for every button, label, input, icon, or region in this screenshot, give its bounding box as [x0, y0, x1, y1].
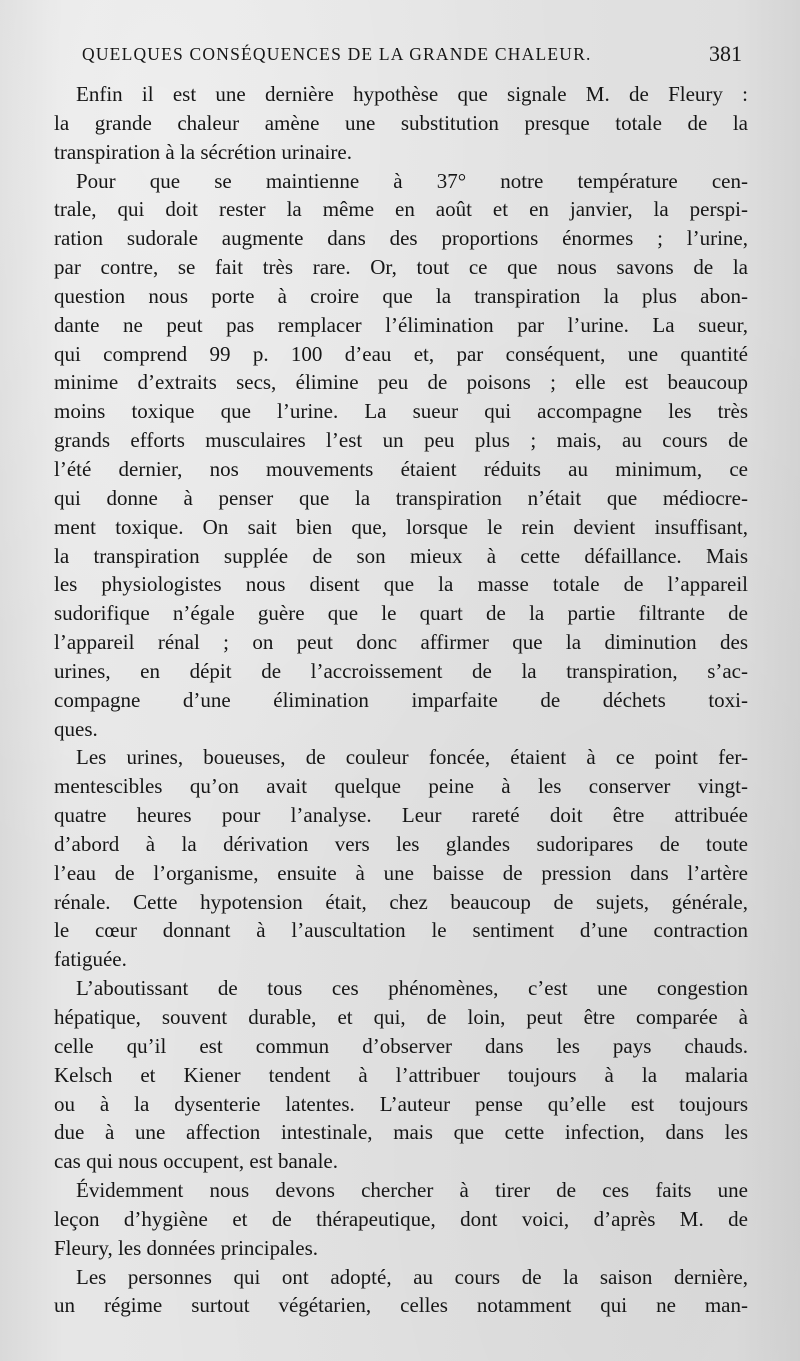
text-line: sudorifique n’égale guère que le quart de la partie filtrante de [54, 601, 748, 626]
text-line: fatiguée. [54, 947, 127, 972]
text-line: les physiologistes nous disent que la masse totale de l’appareil [54, 572, 748, 597]
text-line: L’aboutissant de tous ces phénomènes, c’est une congestion [76, 976, 748, 1001]
text-line: compagne d’une élimination imparfaite de déchets toxi- [54, 687, 748, 712]
text-line: Fleury, les données principales. [54, 1235, 318, 1260]
text-line: urines, en dépit de l’accroissement de la transpiration, s’ac- [54, 658, 748, 683]
text-line: l’eau de l’organisme, ensuite à une baisse de pression dans l’artère [54, 860, 748, 885]
text-line: Kelsch et Kiener tendent à l’attribuer toujours à la malaria [54, 1062, 748, 1087]
text-line: Les urines, boueuses, de couleur foncée, étaient à ce point fer- [76, 745, 748, 770]
text-line: ration sudorale augmente dans des proportions énormes ; l’urine, [54, 226, 748, 251]
text-line: mentescibles qu’on avait quelque peine à les conserver vingt- [54, 774, 748, 799]
text-line: leçon d’hygiène et de thérapeutique, dont voici, d’après M. de [54, 1206, 748, 1231]
text-line: le cœur donnant à l’auscultation le sentiment d’une contraction [54, 918, 748, 943]
text-line: transpiration à la sécrétion urinaire. [54, 139, 352, 164]
text-line: Enfin il est une dernière hypothèse que signale M. de Fleury : [76, 82, 748, 106]
running-title: QUELQUES CONSÉQUENCES DE LA GRANDE CHALEUR. [82, 43, 592, 64]
text-line: qui donne à penser que la transpiration n’était que médiocre- [54, 485, 748, 510]
text-line: d’abord à la dérivation vers les glandes sudoripares de toute [54, 831, 748, 856]
text-line: celle qu’il est commun d’observer dans les pays chauds. [54, 1033, 748, 1058]
text-line: la transpiration supplée de son mieux à cette défaillance. Mais [54, 543, 748, 568]
text-line: question nous porte à croire que la transpiration la plus abon- [54, 283, 748, 308]
text-line: la grande chaleur amène une substitution presque totale de la [54, 110, 748, 135]
text-line: trale, qui doit rester la même en août et en janvier, la perspi- [54, 197, 748, 222]
text-line: l’appareil rénal ; on peut donc affirmer que la diminution des [54, 630, 748, 655]
text-line: dante ne peut pas remplacer l’élimination par l’urine. La sueur, [54, 312, 748, 337]
text-line: Pour que se maintienne à 37° notre température cen- [76, 168, 748, 193]
text-line: Évidemment nous devons chercher à tirer de ces faits une [76, 1178, 748, 1203]
text-line: due à une affection intestinale, mais que cette infection, dans les [54, 1120, 748, 1145]
page-number: 381 [709, 41, 742, 66]
text-line: ment toxique. On sait bien que, lorsque le rein devient insuffisant, [54, 514, 748, 539]
text-line: grands efforts musculaires l’est un peu plus ; mais, au cours de [54, 428, 748, 453]
running-head [82, 37, 742, 71]
text-line: rénale. Cette hypotension était, chez beaucoup de sujets, générale, [54, 889, 748, 914]
text-line: par contre, se fait très rare. Or, tout ce que nous savons de la [54, 255, 748, 280]
text-line: Les personnes qui ont adopté, au cours de la saison dernière, [76, 1264, 748, 1289]
text-line: ques. [54, 716, 98, 741]
text-line: un régime surtout végétarien, celles notamment qui ne man- [54, 1293, 748, 1318]
text-line: cas qui nous occupent, est banale. [54, 1149, 338, 1174]
text-line: moins toxique que l’urine. La sueur qui accompagne les très [54, 399, 748, 424]
text-line: l’été dernier, nos mouvements étaient réduits au minimum, ce [54, 456, 748, 481]
text-line: qui comprend 99 p. 100 d’eau et, par conséquent, une quantité [54, 341, 748, 366]
text-line: ou à la dysenterie latentes. L’auteur pense qu’elle est toujours [54, 1091, 748, 1116]
body-text [54, 80, 748, 1320]
text-line: minime d’extraits secs, élimine peu de poisons ; elle est beaucoup [54, 370, 748, 395]
text-line: quatre heures pour l’analyse. Leur rareté doit être attribuée [54, 803, 748, 828]
text-line: hépatique, souvent durable, et qui, de loin, peut être comparée à [54, 1005, 748, 1029]
